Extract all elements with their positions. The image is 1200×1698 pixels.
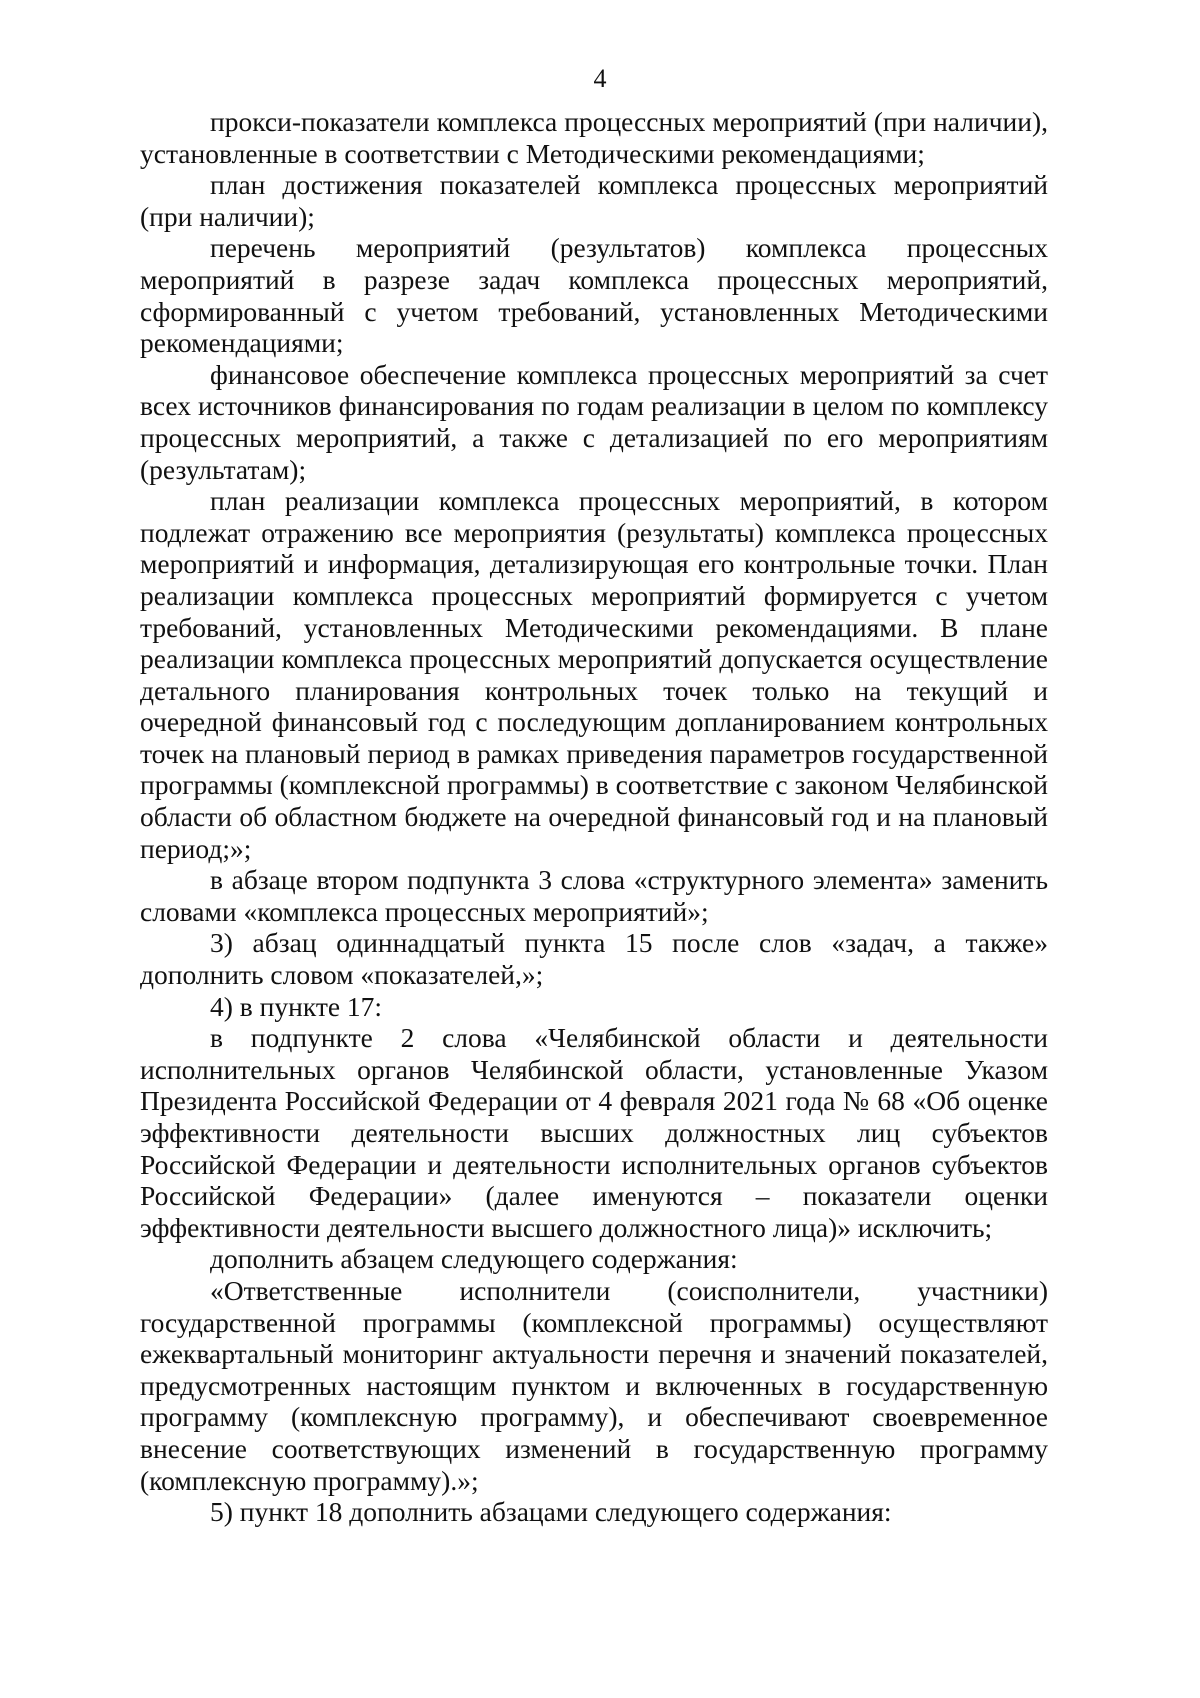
paragraph: дополнить абзацем следующего содержания:: [210, 1243, 738, 1275]
paragraph: 5) пункт 18 дополнить абзацами следующего содержания:: [210, 1496, 892, 1528]
paragraph: в подпункте 2 слова «Челябинской области и деятельности исполнительных органов Челябинской области, установленные Указом Президента Российской Федерации от 4 февраля 2021 года № 68 «Об оценке эффективности деятельности высших должностных лиц субъектов Российской Федерации и деятельности исполнительных органов субъектов Российской Федерации» (далее именуются – показатели оценки эффективности деятельности высшего должностного лица)» исключить;: [140, 1022, 1048, 1243]
paragraph: 3) абзац одиннадцатый пункта 15 после слов «задач, а также» дополнить словом «показателей,»;: [140, 927, 1048, 991]
page-number: 4: [593, 64, 607, 93]
paragraph: 4) в пункте 17:: [210, 990, 383, 1022]
paragraph: в абзаце втором подпункта 3 слова «структурного элемента» заменить словами «комплекса процессных мероприятий»;: [140, 864, 1048, 927]
paragraph: «Ответственные исполнители (соисполнители, участники) государственной программы (комплексной программы) осуществляют ежеквартальный мониторинг актуальности перечня и значений показателей, предусмотренных настоящим пунктом и включенных в государственную программу (комплексную программу), и обеспечивают своевременное внесение соответствующих изменений в государственную программу (комплексную программу).»;: [140, 1274, 1048, 1496]
paragraph: план достижения показателей комплекса процессных мероприятий (при наличии);: [140, 169, 1048, 232]
document-body: [140, 106, 1048, 1528]
paragraph: финансовое обеспечение комплекса процессных мероприятий за счет всех источников финансирования по годам реализации в целом по комплексу процессных мероприятий, а также с детализацией по его мероприятиям (результатам);: [140, 358, 1048, 485]
paragraph: прокси-показатели комплекса процессных мероприятий (при наличии), установленные в соответствии с Методическими рекомендациями;: [140, 106, 1048, 169]
paragraph: план реализации комплекса процессных мероприятий, в котором подлежат отражению все мероприятия (результаты) комплекса процессных мероприятий и информация, детализирующая его контрольные точки. План реализации комплекса процессных мероприятий формируется с учетом требований, установленных Методическими рекомендациями. В плане реализации комплекса процессных мероприятий допускается осуществление детального планирования контрольных точек только на текущий и очередной финансовый год с последующим допланированием контрольных точек на плановый период в рамках приведения параметров государственной программы (комплексной программы) в соответствие с законом Челябинской области об областном бюджете на очередной финансовый год и на плановый период;»;: [140, 485, 1048, 864]
paragraph: перечень мероприятий (результатов) комплекса процессных мероприятий в разрезе задач комплекса процессных мероприятий, сформированный с учетом требований, установленных Методическими рекомендациями;: [140, 232, 1048, 359]
